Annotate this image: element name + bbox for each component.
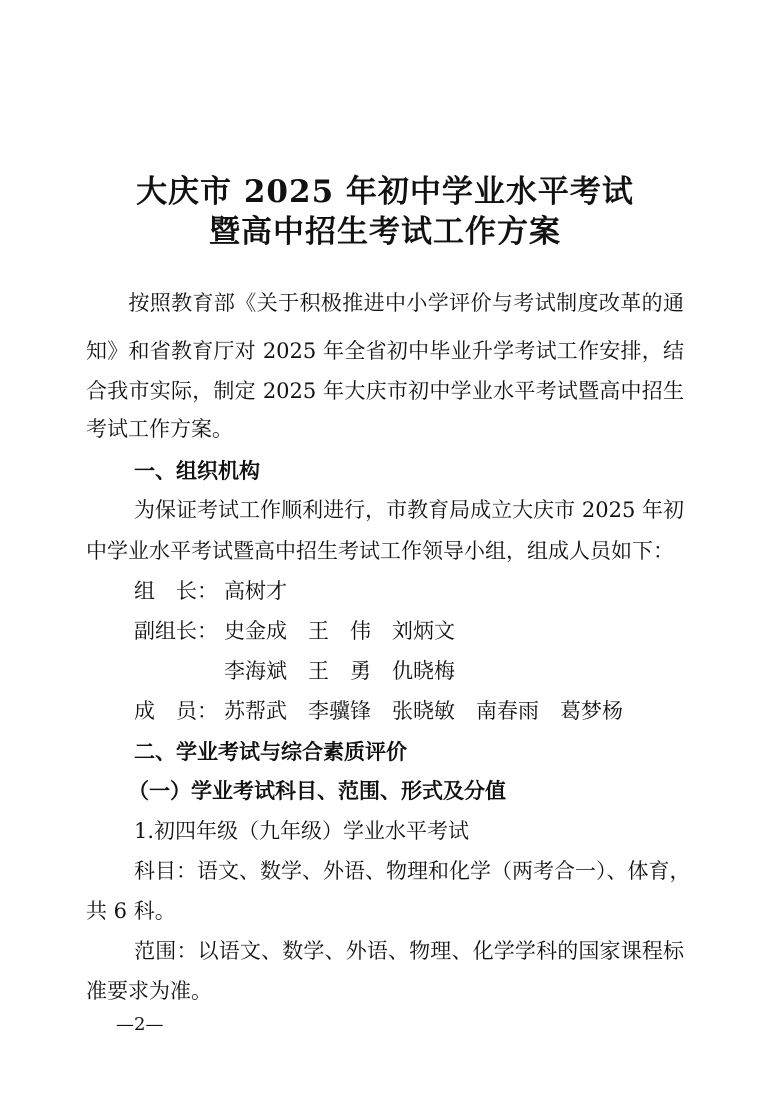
section-2-subheading: （一）学业考试科目、范围、形式及分值 <box>128 778 506 803</box>
deputy-label: 副组长： <box>134 619 218 643</box>
member-label: 成 员： <box>134 699 218 723</box>
title-line-2: 暨高中招生考试工作方案 <box>209 214 561 250</box>
section-1-para-line-1 <box>86 494 684 524</box>
leader-label: 组 长： <box>134 579 218 603</box>
deputy-name: 刘炳文 <box>392 619 455 643</box>
scope-line-1 <box>86 935 684 965</box>
subjects-line-1 <box>86 855 691 885</box>
deputy-name: 王 勇 <box>308 659 371 683</box>
deputy-name: 李海斌 <box>224 659 287 683</box>
section-2-heading: 二、学业考试与综合素质评价 <box>134 739 407 764</box>
deputy-name: 王 伟 <box>308 619 371 643</box>
scope-line-2: 准要求为准。 <box>86 979 212 1003</box>
intro-line-4: 考试工作方案。 <box>86 417 233 441</box>
deputy-name: 史金成 <box>224 619 287 643</box>
page-number: —2— <box>116 1014 164 1035</box>
subjects-line-2: 共 6 科。 <box>86 899 176 923</box>
section-1-para-line-2: 中学业水平考试暨高中招生考试工作领导小组，组成人员如下： <box>86 539 674 563</box>
title-line-1: 大庆市 2025 年初中学业水平考试 <box>136 174 634 210</box>
leader-name: 高树才 <box>224 579 287 603</box>
subjects-line-1-text: 科目：语文、数学、外语、物理和化学（两考合一）、体育， <box>134 859 691 883</box>
member-name: 南春雨 <box>476 699 539 723</box>
deputy-name: 仇晓梅 <box>392 659 455 683</box>
intro-line-1-text: 按照教育部《关于积极推进中小学评价与考试制度改革的通 <box>128 291 684 315</box>
section-1-para-line-1-text: 为保证考试工作顺利进行，市教育局成立大庆市 2025 年初 <box>134 498 684 522</box>
scope-line-1-text: 范围：以语文、数学、外语、物理、化学学科的国家课程标 <box>134 939 684 963</box>
member-name: 葛梦杨 <box>560 699 623 723</box>
intro-line-2: 知》和省教育厅对 2025 年全省初中毕业升学考试工作安排，结 <box>86 339 684 363</box>
member-name: 李骥锋 <box>308 699 371 723</box>
member-name: 苏帮武 <box>224 699 287 723</box>
section-1-heading: 一、组织机构 <box>134 458 260 483</box>
intro-line-1 <box>86 287 684 317</box>
intro-line-3: 合我市实际，制定 2025 年大庆市初中学业水平考试暨高中招生 <box>86 379 684 403</box>
member-name: 张晓敏 <box>392 699 455 723</box>
section-2-item-1: 1.初四年级（九年级）学业水平考试 <box>134 819 470 843</box>
